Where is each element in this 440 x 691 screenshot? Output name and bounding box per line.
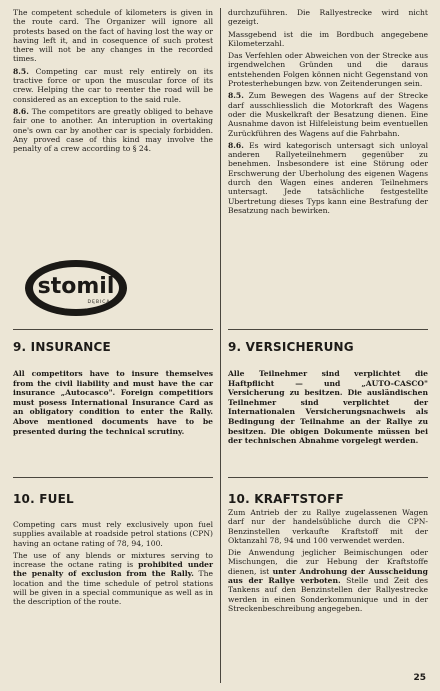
fuel-text-2b-bold: prohibited under the penalty of exclusion from the Rally.	[13, 560, 214, 579]
paragraph-text: The competitors are greatly obliged to behave fair one to another. An interuption in overtaking one's own car by another car is specialy forbidden. Any proved case of this kind may involve the penalty of a crew according to § 24.	[13, 106, 213, 154]
right-column-top	[228, 8, 428, 218]
left-column-top	[13, 8, 213, 156]
fuel-text-2a: Die Anwendung jeglicher Beimischungen oder Mischungen, die zur Hebung der Kraftstoffe dienen, ist	[228, 548, 428, 576]
paragraph-8-5-de	[228, 91, 428, 137]
section-rule	[13, 329, 213, 330]
insurance-text-en: All competitors have to insure themselves from the civil liability and must have the car insurance „Autocasco". Foreign competitiors must posess International Insurance Card as an obligatory condition to enter the Rally. Above mentioned documents have to be presented during the technical scrutiny.	[13, 369, 213, 436]
paragraph-text: Zum Bewegen des Wagens auf der Strecke darf ausschliesslich die Motorkraft des Wagens oder die Muskelkraft der Besatzung dienen. Eine Ausnahme davon ist Hilfeleistung beim eventuellen Zurückführen des Wagens auf die Fahrbahn.	[228, 91, 428, 138]
heading-insurance: 9. INSURANCE	[13, 340, 111, 354]
fuel-text-2c: Stelle und Zeit des Tankens auf den Benzinstellen der Rallyestrecke werden in einen Sonderkommunique und in der Streckenbeschreibung angegeben.	[228, 576, 428, 613]
logo-brand-text: stomil	[37, 274, 115, 299]
section-number: 8.6.	[13, 106, 29, 116]
heading-kraftstoff: 10. KRAFTSTOFF	[228, 492, 344, 506]
paragraph-verfehlen: Das Verfehlen oder Abweichen von der Strecke aus irgendwelchen Gründen und die daraus entstehenden Folgen können nicht Gegenstand von Protesterhebungen bzw. von Zeitenderungen sein.	[228, 51, 428, 89]
section-fuel-de	[228, 477, 428, 616]
logo-city-text: DĘBICA	[87, 300, 111, 305]
fuel-text-2b-bold: unter Androhung der Ausscheidung aus der Rallye verboten.	[228, 566, 428, 586]
paragraph-strecke: durchzuführen. Die Rallyestrecke wird nicht gezeigt.	[228, 8, 428, 27]
paragraph-massgebend: Massgebend ist die im Bordbuch angegebene Kilometerzahl.	[228, 29, 428, 48]
section-number: 8.6.	[228, 140, 244, 150]
section-insurance-en	[13, 329, 213, 436]
fuel-text-2-de	[228, 548, 428, 613]
section-number: 8.5.	[228, 91, 244, 101]
insurance-text-de: Alle Teilnehmer sind verplichtet die Haftpflicht — und „AUTO-CASCO" Versicherung zu besitzen. Die ausländischen Teilnehmer sind verplichtet der Internationalen Versicherungsnachweis als Bedingung der Teilnahme an der Rallye zu besitzen. Die obigen Dokumente müssen bei der technischen Abnahme vorgelegt werden.	[228, 369, 428, 446]
section-rule	[228, 329, 428, 330]
paragraph-route-card: The competent schedule of kilometers is given in the route card. The Organizer will ignore all protests based on the fact of having lost the way or having left it, and in cosequence of such protest there will not be any changes in the recorded times.	[13, 8, 213, 64]
fuel-text-1-de: Zum Antrieb der zu Rallye zugelassenen Wagen darf nur der handelsübliche durch die CPN-Benzinstellen verkaufte Kraftstoff mit der Oktanzahl 78, 94 und 100 verwendet werden.	[228, 508, 428, 545]
heading-versicherung: 9. VERSICHERUNG	[228, 340, 354, 354]
fuel-text-1-en: Competing cars must rely exclusively upon fuel supplies available at roadside petrol stations (CPN) having an octane rating of 78, 94, 100.	[13, 520, 213, 548]
paragraph-8-5	[13, 67, 213, 104]
section-fuel-en	[13, 477, 213, 610]
paragraph-text: Competing car must rely entirely on its tractive force or upon the muscular force of its crew. Helping the car to reenter the road will be considered as an exception to the said rule.	[13, 66, 213, 104]
page-number: 25	[413, 673, 426, 683]
section-rule	[13, 477, 213, 478]
fuel-text-2a: The use of any blends or mixtures serving to increase the octane rating is	[13, 550, 213, 570]
section-number: 8.5.	[13, 66, 29, 76]
stomil-logo	[23, 257, 129, 319]
paragraph-text: Es wird kategorisch untersagt sich unloyal anderen Rallyeteilnehmern gegenüber zu benehmen. Insbesondere ist eine Störung oder Erschwerung der Uberholung des eigenen Wagens durch den Wagen eines anderen Teilnehmers untersagt. Jede tatsächliche festgestellte Ubertretung dieses Typs kann eine Bestrafung der Besatzung nach bewirken.	[228, 140, 428, 215]
paragraph-8-6	[13, 107, 213, 153]
heading-fuel: 10. FUEL	[13, 492, 74, 506]
paragraph-8-6-de	[228, 141, 428, 215]
section-insurance-de	[228, 329, 428, 446]
section-rule	[228, 477, 428, 478]
fuel-text-2c: The location and the time schedule of petrol stations will be given in a special communique as well as in the description of the route.	[13, 569, 213, 607]
fuel-text-2-en	[13, 551, 213, 607]
column-divider	[220, 8, 221, 683]
